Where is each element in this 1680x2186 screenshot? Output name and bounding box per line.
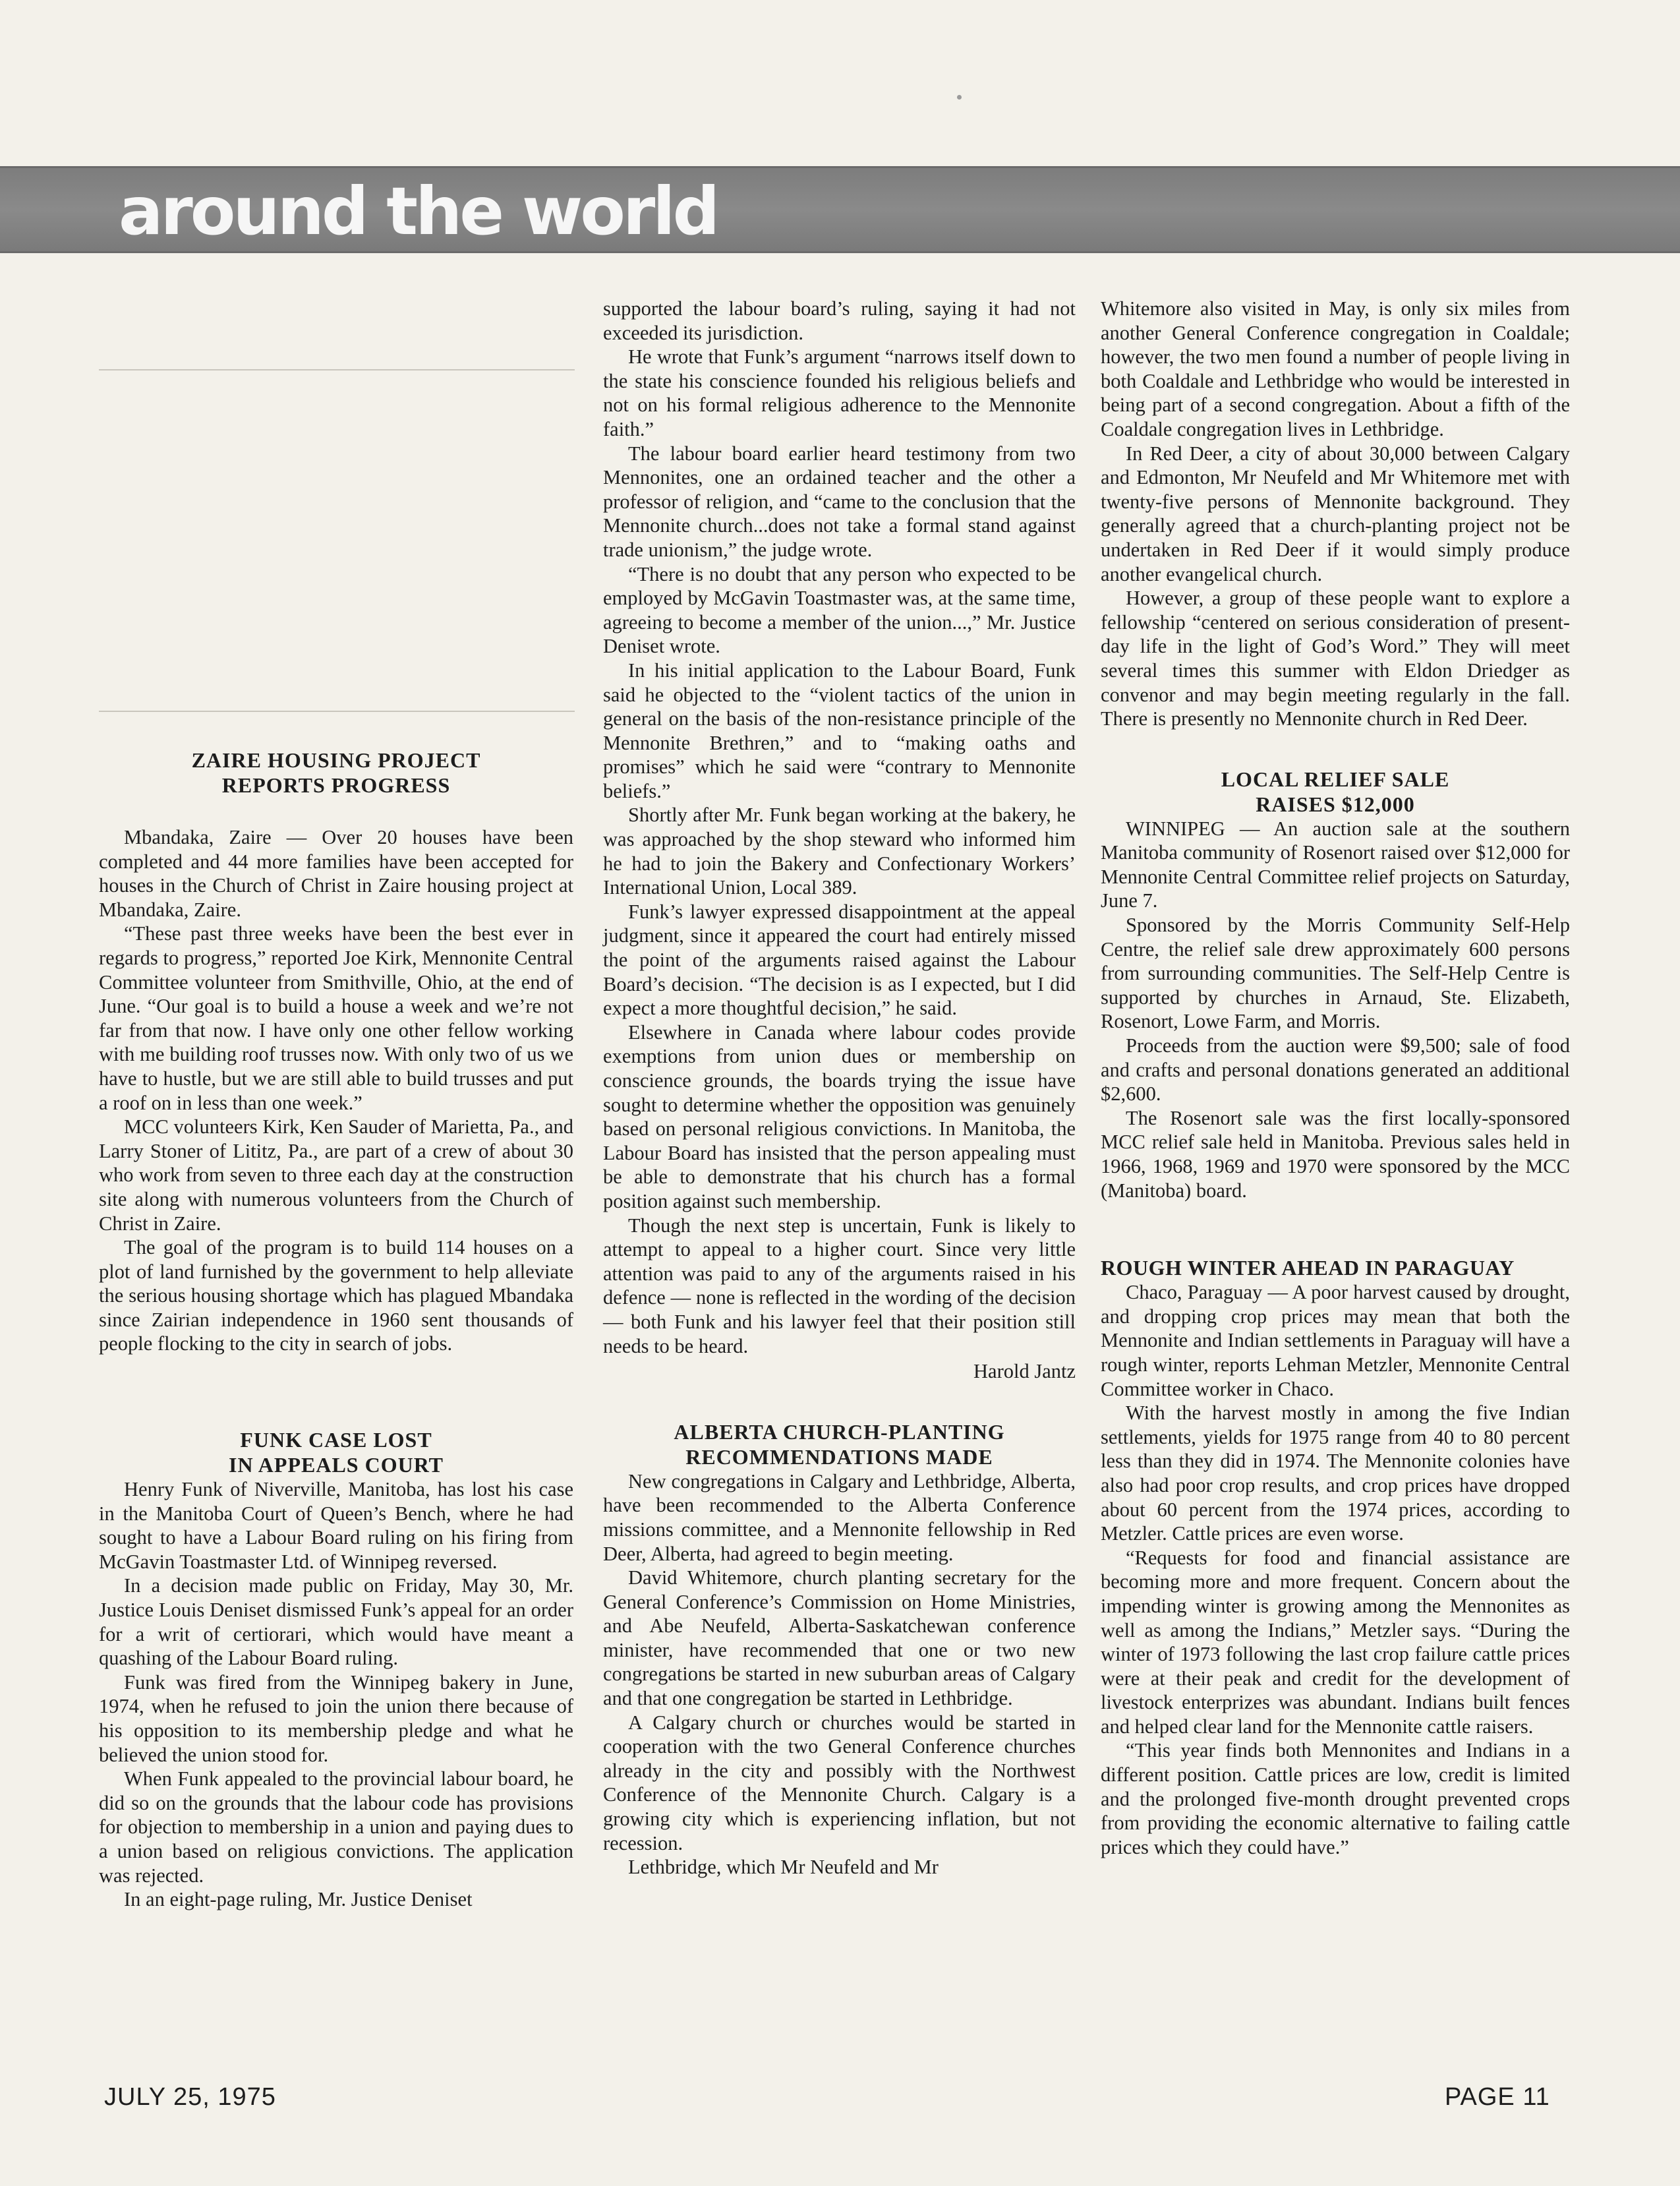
paragraph: supported the labour board’s ruling, saying it had not exceeded its jurisdiction.: [603, 297, 1076, 344]
paragraph: With the harvest mostly in among the five Indian settlements, yields for 1975 range from 40 to 80 percent less than they did in 1974. The Mennonite colonies have also had poor crop results, and crop prices have dropped about 60 percent from the 1974 prices, according to Metzler. Cattle prices are even worse.: [1101, 1402, 1570, 1545]
article-body-funk: [99, 1477, 573, 1912]
paragraph: The goal of the program is to build 114 houses on a plot of land furnished by the government to help alleviate the serious housing shortage which has plagued Mbandaka since Zairian independence in 1960 sent thousands of people flocking to the city in search of jobs.: [99, 1236, 573, 1355]
paragraph: MCC volunteers Kirk, Ken Sauder of Marietta, Pa., and Larry Stoner of Lititz, Pa., are part of a crew of about 30 who work from seven to three each day at the construction site along with numerous volunteers from the Church of Christ in Zaire.: [99, 1115, 573, 1235]
article-body-alberta: [603, 1469, 1076, 1879]
paragraph: “These past three weeks have been the best ever in regards to progress,” reported Joe Kirk, Mennonite Central Committee volunteer from Smithville, Ohio, at the end of June. “Our goal is to build a house a week and we’re not far from that now. I have only one other fellow working with me building roof trusses now. With only two of us we have to hustle, but we are still able to build trusses and put a roof on in less than one week.”: [99, 922, 573, 1114]
paragraph: Shortly after Mr. Funk began working at the bakery, he was approached by the shop steward who informed him he had to join the Bakery and Confectionary Workers’ International Union, Local 389.: [603, 804, 1076, 899]
paragraph: When Funk appealed to the provincial labour board, he did so on the grounds that the labour code has provisions for objection to membership in a union and paying dues to a union based on religious convictions. The application was rejected.: [99, 1767, 573, 1887]
article-title-relief: [1101, 767, 1570, 817]
paragraph: Funk’s lawyer expressed disappointment at the appeal judgment, since it appeared the court had entirely missed the point of the arguments raised against the Labour Board’s decision. “The decision is as I expected, but I did expect a more thoughtful decision,” he said.: [603, 900, 1076, 1020]
title-line: FUNK CASE LOST: [240, 1428, 432, 1452]
paragraph: A Calgary church or churches would be started in cooperation with the two General Conference churches already in the city and possibly with the Northwest Conference of the Mennonite Church. Calgary is a growing city which is experiencing inflation, but not recession.: [603, 1711, 1076, 1854]
column-1: [99, 297, 573, 1912]
column-2: [603, 297, 1076, 1879]
page-number: PAGE 11: [1445, 2083, 1550, 2111]
byline: Harold Jantz: [973, 1360, 1076, 1383]
print-speck: [957, 95, 962, 100]
paragraph: Chaco, Paraguay — A poor harvest caused by drought, and dropping crop prices may mean that both the Mennonite and Indian settlements in Paraguay will have a rough winter, reports Lehman Metzler, Mennonite Central Committee worker in Chaco.: [1101, 1281, 1570, 1400]
title-line: RAISES $12,000: [1256, 792, 1415, 816]
paragraph: New congregations in Calgary and Lethbridge, Alberta, have been recommended to the Alberta Conference missions committee, and a Mennonite fellowship in Red Deer, Alberta, had agreed to begin meeting.: [603, 1469, 1076, 1565]
article-body-funk-continued: [603, 297, 1076, 1384]
title-line: LOCAL RELIEF SALE: [1221, 767, 1450, 791]
paragraph: The labour board earlier heard testimony from two Mennonites, one an ordained teacher and the other a professor of religion, and “came to the conclusion that the Mennonite church...does not take a formal stand against trade unionism,” the judge wrote.: [603, 442, 1076, 561]
paragraph: Elsewhere in Canada where labour codes provide exemptions from union dues or membership on conscience grounds, the boards trying the issue have sought to determine whether the opposition was genuinely based on personal religious convictions. In Manitoba, the Labour Board has insisted that the person appealing must be able to demonstrate that his church has a formal position against such membership.: [603, 1020, 1076, 1212]
paragraph: David Whitemore, church planting secretary for the General Conference’s Commission on Home Ministries, and Abe Neufeld, Alberta-Saskatchewan conference minister, have recommended that one or two new congregations be started in new suburban areas of Calgary and that one congregation be started in Lethbridge.: [603, 1566, 1076, 1710]
paragraph: In his initial application to the Labour Board, Funk said he objected to the “violent tactics of the union in general on the basis of the non-resistance principle of the Mennonite Brethren,” and to “making oaths and promises” which he said were “contrary to Mennonite beliefs.”: [603, 659, 1076, 802]
section-title: around the world: [119, 173, 718, 250]
paragraph: WINNIPEG — An auction sale at the southern Manitoba community of Rosenort raised over $12,000 for Mennonite Central Committee relief projects on Saturday, June 7.: [1101, 817, 1570, 912]
article-title-alberta: [603, 1419, 1076, 1469]
article-body-alberta-continued: [1101, 297, 1570, 731]
column-3: [1101, 297, 1570, 1859]
paragraph: Mbandaka, Zaire — Over 20 houses have been completed and 44 more families have been accepted for houses in the Church of Christ in Zaire housing project at Mbandaka, Zaire.: [99, 826, 573, 921]
paragraph: In an eight-page ruling, Mr. Justice Deniset: [124, 1888, 473, 1911]
article-body-paraguay: [1101, 1280, 1570, 1859]
issue-date: JULY 25, 1975: [104, 2083, 276, 2111]
paragraph: “Requests for food and financial assistance are becoming more and more frequent. Concern about the impending winter is growing among the Mennonites as well as among the Indians,” Metzler says. “During the winter of 1973 following the last crop failure cattle prices were at their peak and credit for the development of livestock enterprizes was abundant. Indians built fences and helped clear land for the Mennonite cattle raisers.: [1101, 1546, 1570, 1738]
paragraph: Proceeds from the auction were $9,500; sale of food and crafts and personal donations generated an additional $2,600.: [1101, 1034, 1570, 1106]
paragraph: “This year finds both Mennonites and Indians in a different position. Cattle prices are low, credit is limited and the prolonged five-month drought prevented crops from providing the economic alternative to failing cattle prices which they could have.”: [1101, 1739, 1570, 1858]
paragraph: Funk was fired from the Winnipeg bakery in June, 1974, when he refused to join the union there because of his opposition to its membership pledge and what he believed the union stood for.: [99, 1670, 573, 1766]
section-banner: [0, 166, 1680, 253]
paragraph: However, a group of these people want to explore a fellowship “centered on serious consideration of present-day life in the light of God’s Word.” They will meet several times this summer with Eldon Driedger as convenor and may begin meeting regularly in the fall. There is presently no Mennonite church in Red Deer.: [1101, 587, 1570, 730]
paragraph: The Rosenort sale was the first locally-sponsored MCC relief sale held in Manitoba. Previous sales held in 1966, 1968, 1969 and 1970 were sponsored by the MCC (Manitoba) board.: [1101, 1106, 1570, 1202]
paragraph: Whitemore also visited in May, is only six miles from another General Conference congregation in Coaldale; however, the two men found a number of people living in both Coaldale and Lethbridge who would be interested in being part of a second congregation. About a fifth of the Coaldale congregation lives in Lethbridge.: [1101, 297, 1570, 440]
article-title-paraguay: ROUGH WINTER AHEAD IN PARAGUAY: [1101, 1256, 1515, 1280]
paragraph: Though the next step is uncertain, Funk is likely to attempt to appeal to a higher court. Since very little attention was paid to any of the arguments raised in his defence — none is reflected in the wording of the decision — both Funk and his lawyer feel that their position still needs to be heard.: [603, 1214, 1076, 1357]
title-line: REPORTS PROGRESS: [221, 773, 451, 797]
title-line: IN APPEALS COURT: [228, 1453, 444, 1477]
paragraph: Sponsored by the Morris Community Self-Help Centre, the relief sale drew approximately 600 persons from surrounding communities. The Self-Help Centre is supported by churches in Arnaud, Ste. Elizabeth, Rosenort, Lowe Farm, and Morris.: [1101, 914, 1570, 1033]
paragraph: In a decision made public on Friday, May 30, Mr. Justice Louis Deniset dismissed Funk’s appeal for an order for a writ of certiorari, which would have meant a quashing of the Labour Board ruling.: [99, 1574, 573, 1670]
paragraph: Lethbridge, which Mr Neufeld and Mr: [628, 1856, 939, 1879]
photo-placeholder: [99, 369, 575, 712]
title-line: ZAIRE HOUSING PROJECT: [191, 748, 481, 772]
article-title-funk: [99, 1427, 573, 1477]
paragraph: He wrote that Funk’s argument “narrows itself down to the state his conscience founded his religious beliefs and not on his formal religious adherence to the Mennonite faith.”: [603, 345, 1076, 440]
paragraph: In Red Deer, a city of about 30,000 between Calgary and Edmonton, Mr Neufeld and Mr Whitemore met with twenty-five persons of Mennonite background. They generally agreed that a church-planting project not be undertaken in Red Deer if it would simply produce another evangelical church.: [1101, 442, 1570, 585]
article-title-zaire: [99, 748, 573, 798]
article-body-zaire: [99, 825, 573, 1356]
title-line: ALBERTA CHURCH-PLANTING: [674, 1419, 1005, 1444]
title-line: RECOMMENDATIONS MADE: [685, 1444, 993, 1469]
paragraph: “There is no doubt that any person who expected to be employed by McGavin Toastmaster was, at the same time, agreeing to become a member of the union...,” Mr. Justice Deniset wrote.: [603, 562, 1076, 658]
article-body-relief: [1101, 817, 1570, 1203]
paragraph: Henry Funk of Niverville, Manitoba, has lost his case in the Manitoba Court of Queen’s Bench, where he had sought to have a Labour Board ruling on his firing from McGavin Toastmaster Ltd. of Winnipeg reversed.: [99, 1478, 573, 1573]
